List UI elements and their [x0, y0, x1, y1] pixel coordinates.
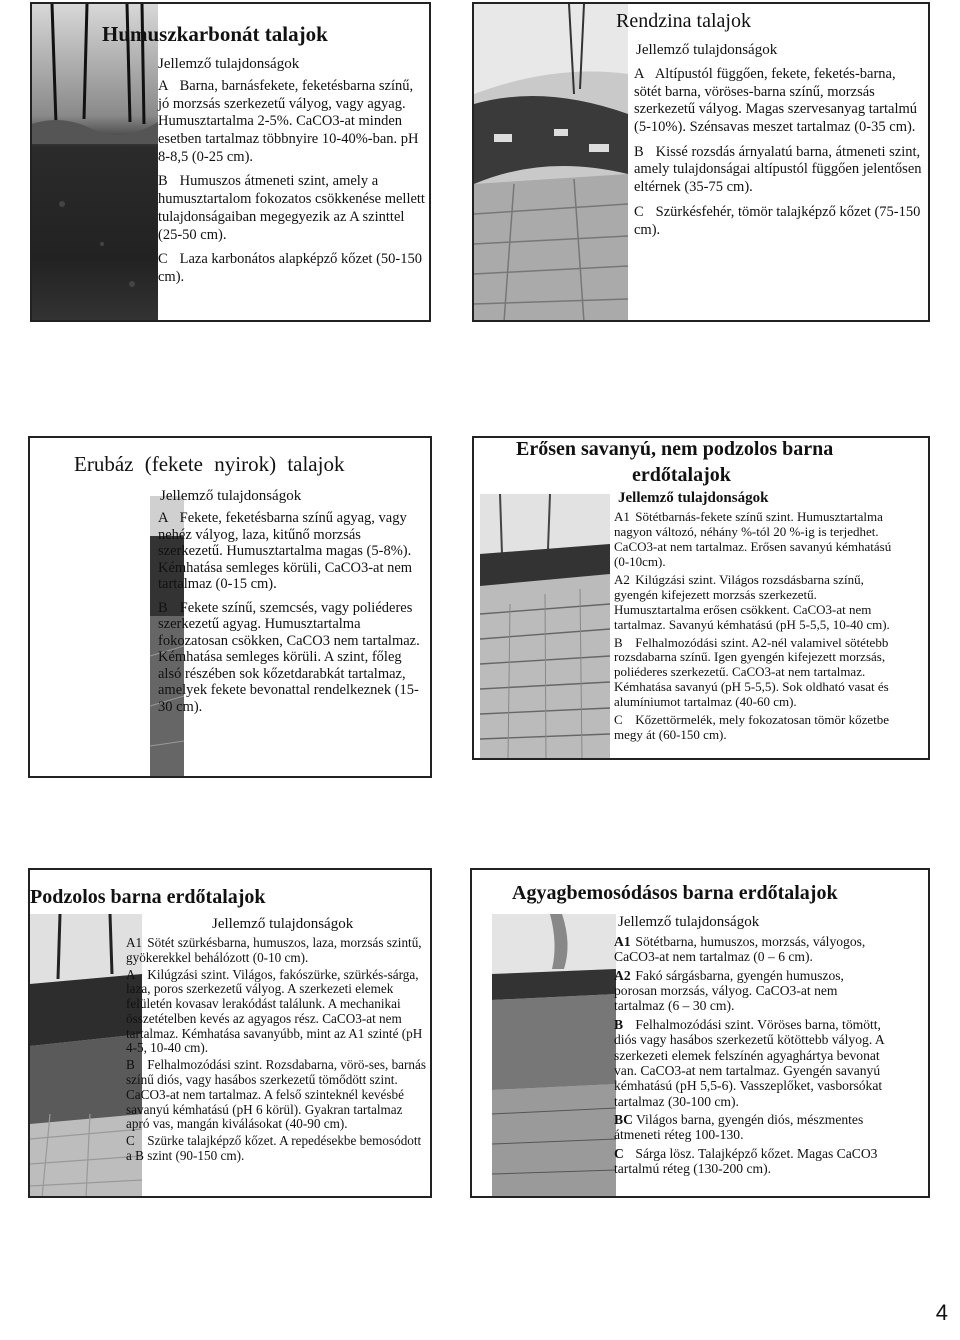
slide-erubaz: [28, 436, 432, 778]
horizon-text: Fekete színű, szemcsés, vagy poliéderes szerkezetű agyag. Humusztartalma fokozatosan csökken, CaCO3 nem tartalmaz. Kémhatása semleges körüli. A szint, főleg alsó részében sok kőzetdarabkát tartalmaz, amelyek fekete bevonattal rendelkeznek (15-30 cm).: [158, 599, 420, 715]
horizon-B: [614, 1017, 890, 1109]
horizon-text: Sárga lösz. Talajképző kőzet. Magas CaCO3 tartalmú réteg (130-200 cm).: [614, 1145, 878, 1177]
horizon-label: A: [634, 66, 645, 82]
horizon-list: [126, 936, 428, 1164]
horizon-A: [158, 78, 426, 166]
horizon-list: [158, 510, 424, 722]
horizon-text: Laza karbonátos alapképző kőzet (50-150 cm).: [158, 251, 422, 285]
horizon-BC: [614, 1112, 890, 1143]
horizon-text: Sötétbarna, humuszos, morzsás, vályogos, CaCO3-at nem tartalmaz (0 – 6 cm).: [614, 934, 866, 965]
horizon-text: Kilúgzási szint. Világos rozsdásbarna színű, gyengén kifejezett morzsás szerkezetű. Humusztartalma erősen csökkent. CaCO3-at nem tartalmaz. Savanyú kémhatású (pH 5-5,5, 10-40 cm).: [614, 571, 890, 632]
horizon-B: [614, 636, 894, 711]
slide-title: Podzolos barna erdőtalajok: [30, 886, 266, 908]
horizon-text: Kilúgzási szint. Világos, fakószürke, szürkés-sárga, laza, poros szerkezetű vályog. A szerkezeti elemek felületén kovasav lerakódást találunk. A mechanikai összetételben kevés az agyagos rész. CaCO3-at nem tartalmaz. Kémhatása savanyúbb, mint az A1 szinté (pH 4-5, 10-40 cm).: [126, 966, 423, 1056]
horizon-C: [614, 1146, 890, 1177]
horizon-label: A2: [614, 967, 631, 983]
slide-rendzina: [472, 2, 930, 322]
horizon-text: Humuszos átmeneti szint, amely a humusztartalom fokozatos csökkenése mellett tulajdonságaiban megegyezik az A szinttel (25-50 cm).: [158, 173, 425, 243]
horizon-label: A: [158, 510, 169, 526]
horizon-C: [158, 251, 426, 286]
horizon-text: Kőzettörmelék, mely fokozatosan tömör kőzetbe megy át (60-150 cm).: [614, 712, 890, 743]
page-number: 4: [935, 1300, 948, 1325]
horizon-list: [158, 78, 426, 294]
horizon-label: BC: [614, 1111, 633, 1127]
horizon-label: C: [158, 251, 168, 268]
horizon-label: C: [614, 1145, 624, 1161]
horizon-text: Fakó sárgásbarna, gyengén humuszos, porosan morzsás, vályog. CaCO3-at nem tartalmaz (6 – 30 cm).: [614, 967, 844, 1014]
horizon-text: Kissé rozsdás árnyalatú barna, átmeneti szint, amely tulajdonságai altípustól függően jelentősen eltérnek (35-75 cm).: [634, 143, 922, 196]
horizon-label: A1: [614, 509, 630, 524]
horizon-label: A1: [126, 935, 143, 950]
horizon-B: [158, 173, 426, 244]
horizon-label: B: [158, 173, 168, 190]
slide-title: Agyagbemosódásos barna erdőtalajok: [512, 882, 838, 904]
horizon-text: Fekete, feketésbarna színű agyag, vagy nehéz vályog, laza, kitűnő morzsás szerkezetű. Humusztartalma magas (5-8%). Kémhatása semleges körüli, CaCO3-at nem tartalmaz (0-15 cm).: [158, 510, 413, 593]
horizon-text: Sötét szürkésbarna, humuszos, laza, morzsás szintű, gyökerekkel behálózott (0-10 cm).: [126, 935, 422, 965]
horizon-label: B: [126, 1057, 135, 1073]
slide-title: Humuszkarbonát talajok: [102, 22, 328, 46]
slide-title-line2: erdőtalajok: [632, 464, 731, 486]
soil-profile-photo: [480, 494, 610, 760]
slide-subtitle: Jellemző tulajdonságok: [158, 56, 300, 72]
horizon-label: A: [158, 78, 169, 94]
horizon-label: B: [614, 1016, 624, 1032]
horizon-label: A: [126, 966, 136, 982]
horizon-B: [126, 1058, 428, 1132]
horizon-list: [614, 934, 890, 1176]
horizon-text: Szürke talajképző kőzet. A repedésekbe bemosódott a B szint (90-150 cm).: [126, 1133, 422, 1163]
horizon-A2: [614, 573, 894, 633]
soil-profile-photo: [32, 4, 158, 322]
slide-subtitle: Jellemző tulajdonságok: [212, 916, 354, 932]
horizon-A1: [614, 934, 890, 965]
horizon-B: [634, 144, 926, 197]
slide-subtitle: Jellemző tulajdonságok: [618, 914, 760, 930]
horizon-text: Felhalmozódási szint. Rozsdabarna, vörö-ses, barnás színű diós, vagy hasábos szerkezetű tömődött szint. CaCO3-at nem tartalmaz. A felső szinteknél kevésbé savanyú kémhatású (pH 6 körül). Gyakran tartalmaz apró vas, mangán kiválásokat (40-90 cm).: [126, 1057, 426, 1132]
horizon-label: A2: [614, 571, 630, 587]
horizon-label: C: [634, 203, 644, 220]
horizon-A1: [614, 510, 894, 570]
horizon-text: Altípustól függően, fekete, feketés-barna, sötét barna, vöröses-barna színű, morzsás szerkezetű vályog. Magas szervesanyag tartalmú (5-10%). Szénsavas meszet tartalmaz (0-35 cm).: [634, 66, 918, 136]
horizon-label: B: [614, 634, 623, 650]
soil-profile-photo: [492, 914, 616, 1198]
horizon-label: A1: [614, 934, 631, 949]
slide-podzolos: [28, 868, 432, 1198]
horizon-label: B: [158, 599, 168, 616]
horizon-C: [634, 204, 926, 239]
slide-title: Erubáz (fekete nyirok) talajok: [74, 452, 345, 476]
horizon-text: Szürkésfehér, tömör talajképző kőzet (75-150 cm).: [634, 203, 921, 238]
horizon-text: Sötétbarnás-fekete színű szint. Humusztartalma nagyon változó, néhány %-tól 20 %-ig is terjedhet. CaCO3-at nem tartalmaz. Erősen savanyú kémhatású (0-10cm).: [614, 509, 892, 569]
slide-agyagbemosodasos: [470, 868, 930, 1198]
slide-erosen-savanyu: [472, 436, 930, 760]
horizon-label: C: [126, 1133, 135, 1149]
horizon-A2: [614, 968, 890, 1014]
horizon-A1: [126, 936, 428, 966]
horizon-label: B: [634, 143, 644, 160]
horizon-text: Világos barna, gyengén diós, mészmentes átmeneti réteg 100-130.: [614, 1111, 864, 1143]
horizon-list: [634, 66, 926, 246]
horizon-B: [158, 600, 424, 716]
horizon-A: [158, 510, 424, 593]
horizon-label: C: [614, 712, 623, 728]
horizon-text: Felhalmozódási szint. A2-nél valamivel sötétebb rozsdabarna színű. Igen gyengén kifejezett morzsás, poliéderes szerkezetű. CaCO3-at nem tartalmaz. Kémhatása savanyú (pH 5-5,5). Sok oldható vasat és alumíniumot tartalmaz (40-60 cm).: [614, 634, 889, 710]
soil-profile-photo: [474, 4, 628, 322]
slide-subtitle: Jellemző tulajdonságok: [636, 42, 778, 58]
horizon-list: [614, 510, 894, 743]
horizon-A: [126, 968, 428, 1057]
horizon-C: [126, 1134, 428, 1164]
horizon-C: [614, 713, 894, 743]
horizon-A: [634, 66, 926, 137]
horizon-text: Barna, barnásfekete, feketésbarna színű, jó morzsás szerkezetű vályog, vagy agyag. Humusztartalma 2-5%. CaCO3-at minden esetben tartalmaz többnyire 10-40%-ban. pH 8-8,5 (0-25 cm).: [158, 78, 419, 165]
slide-title: Rendzina talajok: [616, 10, 751, 32]
horizon-text: Felhalmozódási szint. Vöröses barna, tömött, diós vagy hasábos szerkezetű kötöttebb vályog. A szerkezeti elemek felszínén agyaghártya bevonat van. CaCO3-at nem tartalmaz. Gyengén savanyú kémhatású (pH 5,5-6). Vasszeplőket, vasborsókat tartalmaz (30-100 cm).: [614, 1016, 884, 1109]
slide-title: Erősen savanyú, nem podzolos barna: [516, 438, 834, 460]
slide-subtitle: Jellemző tulajdonságok: [618, 490, 769, 506]
slide-humuszkarbonat: [30, 2, 431, 322]
slide-subtitle: Jellemző tulajdonságok: [160, 488, 302, 504]
